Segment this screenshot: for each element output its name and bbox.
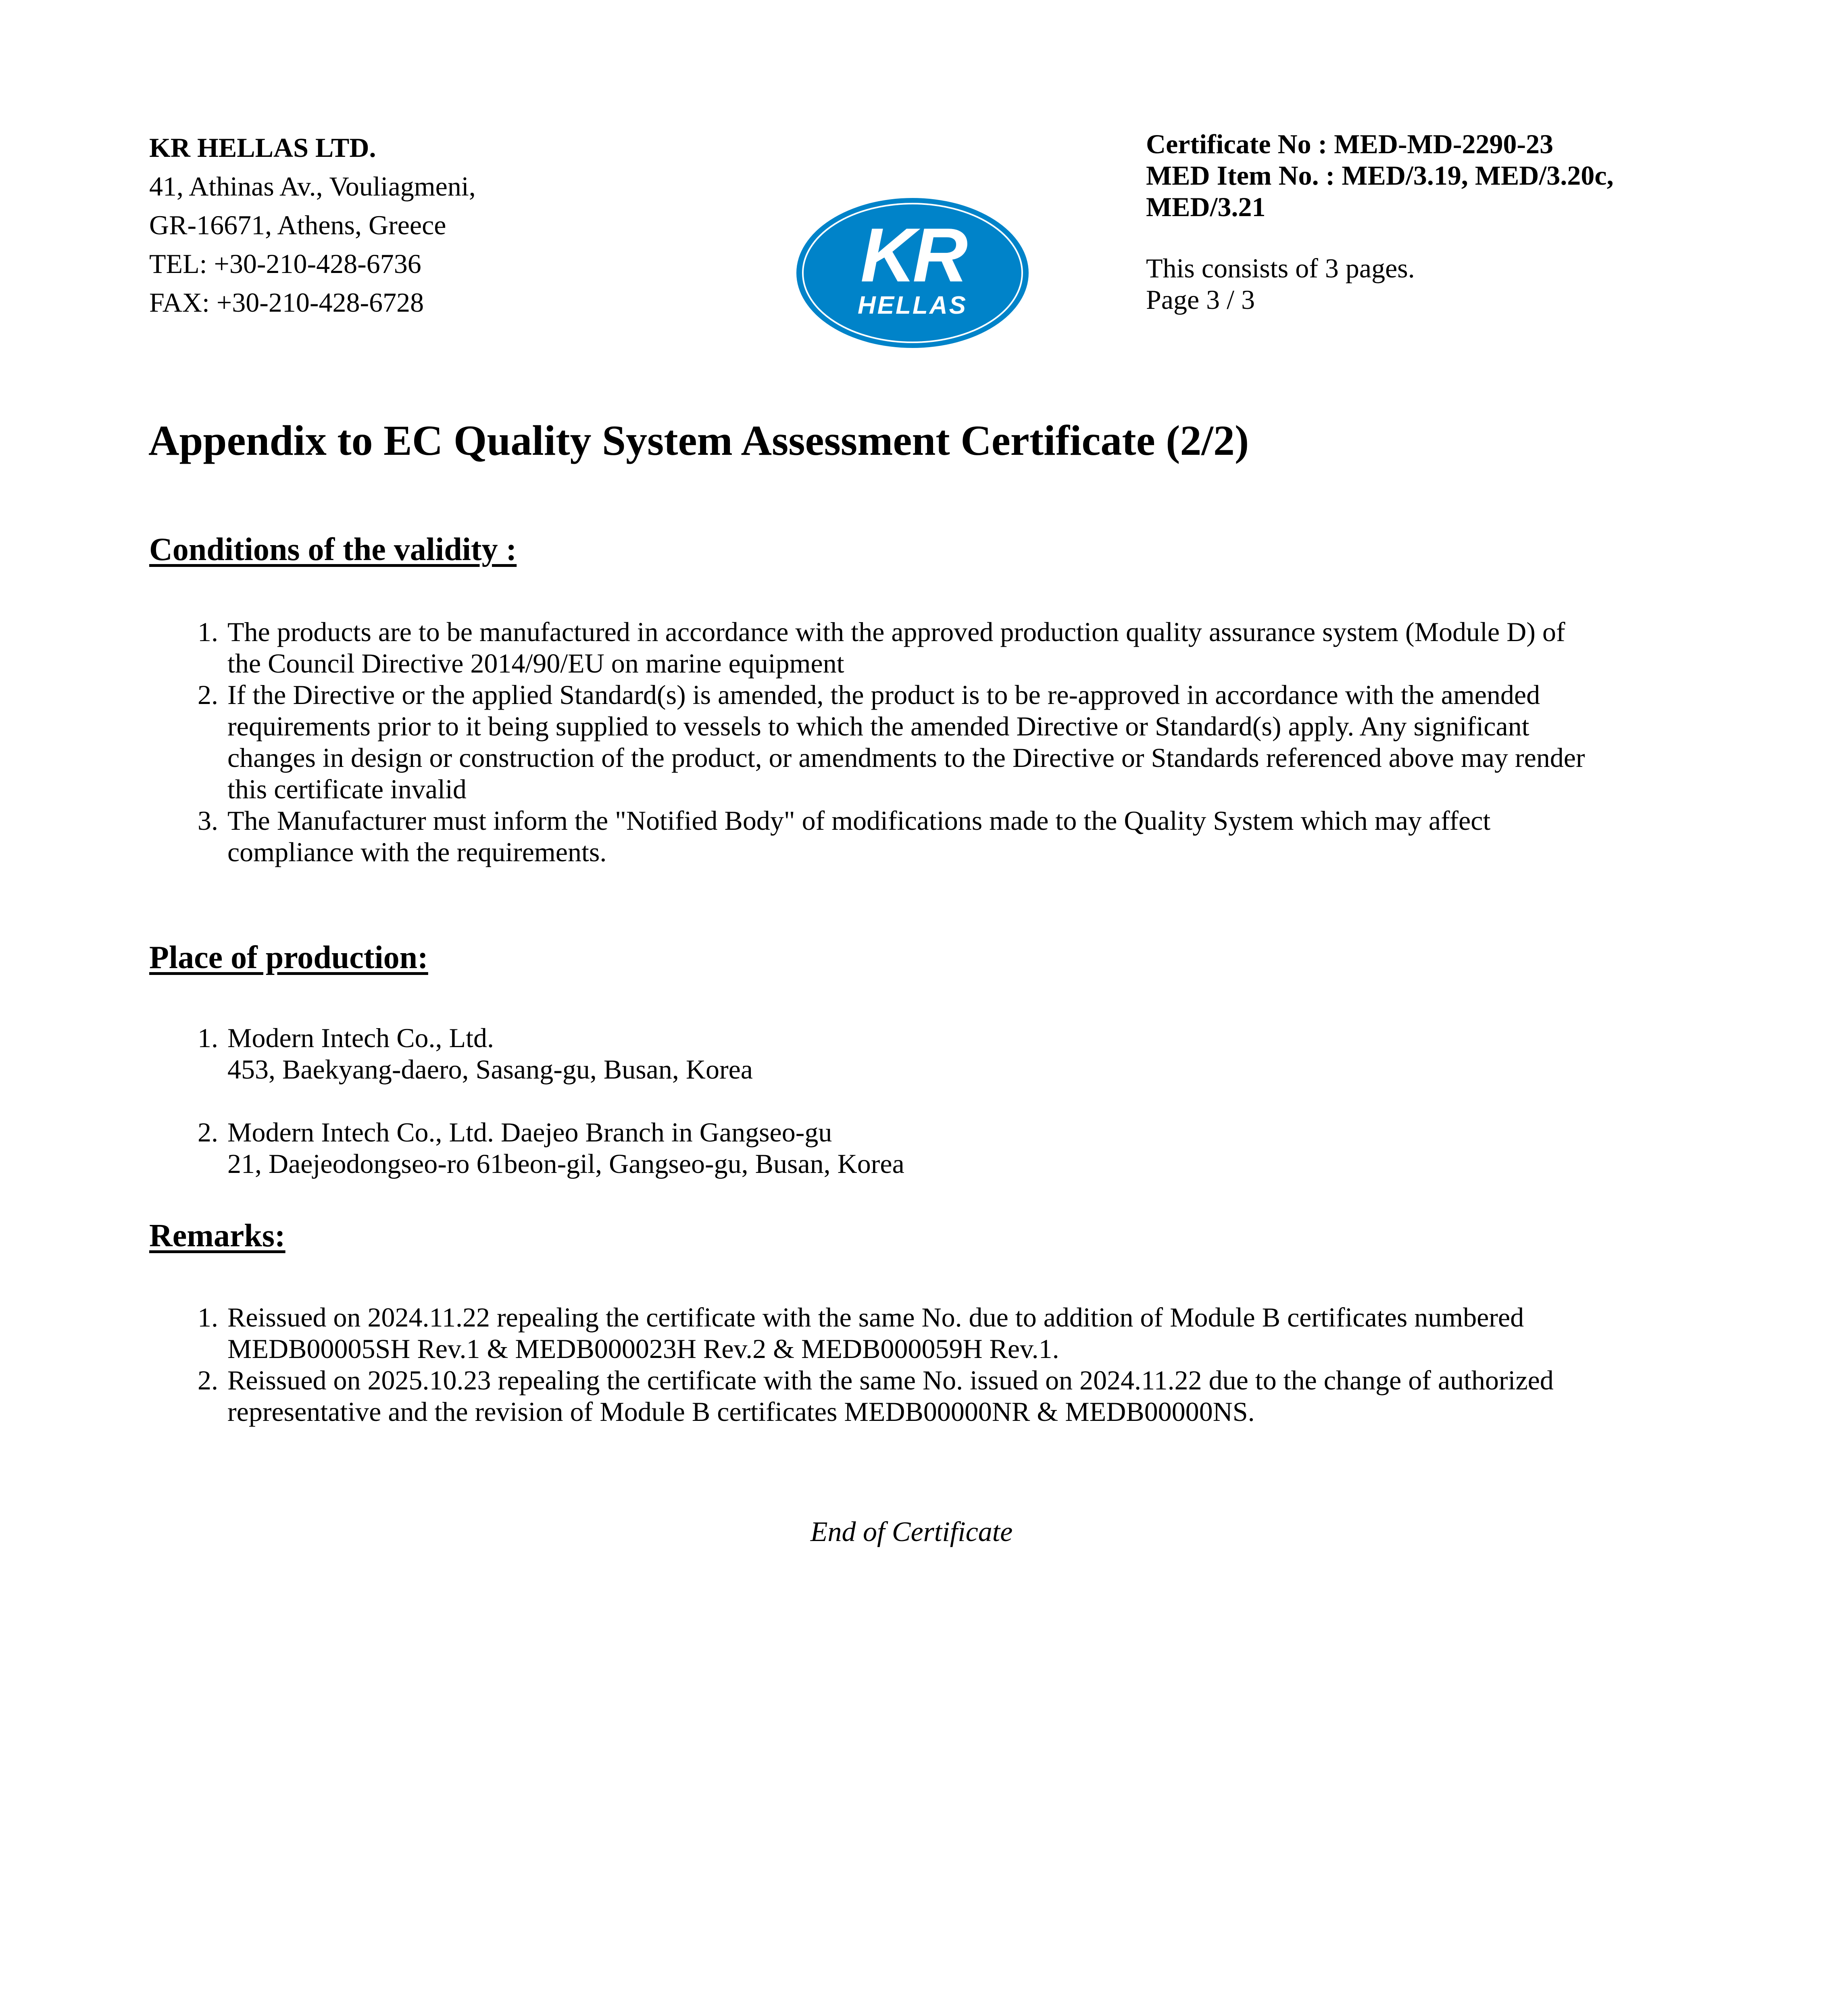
conditions-line: The Manufacturer must inform the "Notified Body" of modifications made to the Quality System which may affect: [227, 805, 1491, 836]
production-site-name: Modern Intech Co., Ltd.: [227, 1023, 494, 1053]
remark-item: [198, 1364, 1690, 1427]
issuer-company-name: KR HELLAS LTD.: [149, 132, 376, 163]
conditions-line: compliance with the requirements.: [227, 837, 607, 867]
certificate-info-block: [1146, 128, 1614, 315]
certificate-number: Certificate No : MED-MD-2290-23: [1146, 129, 1554, 159]
conditions-item: [198, 616, 1690, 679]
conditions-line: this certificate invalid: [227, 774, 467, 804]
page-indicator: Page 3 / 3: [1146, 284, 1255, 315]
list-number: 2.: [198, 1365, 218, 1395]
conditions-line: If the Directive or the applied Standard(s) is amended, the product is to be re-approved in accordance with the amended: [227, 679, 1540, 710]
remark-line: Reissued on 2025.10.23 repealing the certificate with the same No. issued on 2024.11.22 due to the change of authorized: [227, 1365, 1554, 1395]
issuer-address-block: [149, 128, 476, 322]
logo-sub-text: HELLAS: [858, 292, 967, 319]
conditions-line: requirements prior to it being supplied to vessels to which the amended Directive or Standard(s) apply. Any significant: [227, 711, 1529, 741]
conditions-item: [198, 679, 1690, 805]
end-of-certificate: End of Certificate: [810, 1516, 1013, 1547]
production-heading: Place of production:: [149, 940, 428, 975]
med-item-numbers: MED Item No. : MED/3.19, MED/3.20c,: [1146, 160, 1614, 191]
production-site-address: 453, Baekyang-daero, Sasang-gu, Busan, Korea: [227, 1054, 753, 1085]
conditions-list: [198, 616, 1690, 868]
production-site-address: 21, Daejeodongseo-ro 61beon-gil, Gangseo-gu, Busan, Korea: [227, 1148, 904, 1179]
page-count-note: This consists of 3 pages.: [1146, 253, 1415, 283]
kr-hellas-logo-icon: [795, 197, 1030, 349]
logo-main-text: KR: [860, 212, 965, 298]
med-item-numbers-cont: MED/3.21: [1146, 192, 1266, 222]
conditions-heading: Conditions of the validity :: [149, 532, 517, 567]
remark-line: representative and the revision of Module B certificates MEDB00000NR & MEDB00000NS.: [227, 1396, 1255, 1427]
production-site-name: Modern Intech Co., Ltd. Daejeo Branch in Gangseo-gu: [227, 1117, 832, 1148]
production-site: [198, 1022, 1690, 1085]
list-number: 1.: [198, 1023, 218, 1053]
conditions-line: The products are to be manufactured in accordance with the approved production quality assurance system (Module D) of: [227, 616, 1565, 647]
list-number: 3.: [198, 805, 218, 836]
list-number: 2.: [198, 1117, 218, 1148]
conditions-line: the Council Directive 2014/90/EU on marine equipment: [227, 648, 844, 679]
production-site: [198, 1116, 1690, 1179]
remarks-heading: Remarks:: [149, 1218, 285, 1254]
issuer-address-line: 41, Athinas Av., Vouliagmeni,: [149, 171, 476, 202]
list-number: 1.: [198, 1302, 218, 1333]
list-number: 1.: [198, 616, 218, 647]
conditions-item: [198, 805, 1690, 868]
production-list: [198, 1022, 1690, 1179]
remark-item: [198, 1302, 1690, 1364]
list-number: 2.: [198, 679, 218, 710]
document-title: Appendix to EC Quality System Assessment Certificate (2/2): [148, 417, 1249, 464]
conditions-line: changes in design or construction of the product, or amendments to the Directive or Standards referenced above may render: [227, 742, 1585, 773]
issuer-address-line: GR-16671, Athens, Greece: [149, 210, 446, 240]
issuer-fax: FAX: +30-210-428-6728: [149, 287, 424, 318]
issuer-phone: TEL: +30-210-428-6736: [149, 248, 421, 279]
remark-line: Reissued on 2024.11.22 repealing the certificate with the same No. due to addition of Module B certificates numbered: [227, 1302, 1524, 1333]
remark-line: MEDB00005SH Rev.1 & MEDB000023H Rev.2 & MEDB000059H Rev.1.: [227, 1333, 1059, 1364]
remarks-list: [198, 1302, 1690, 1427]
